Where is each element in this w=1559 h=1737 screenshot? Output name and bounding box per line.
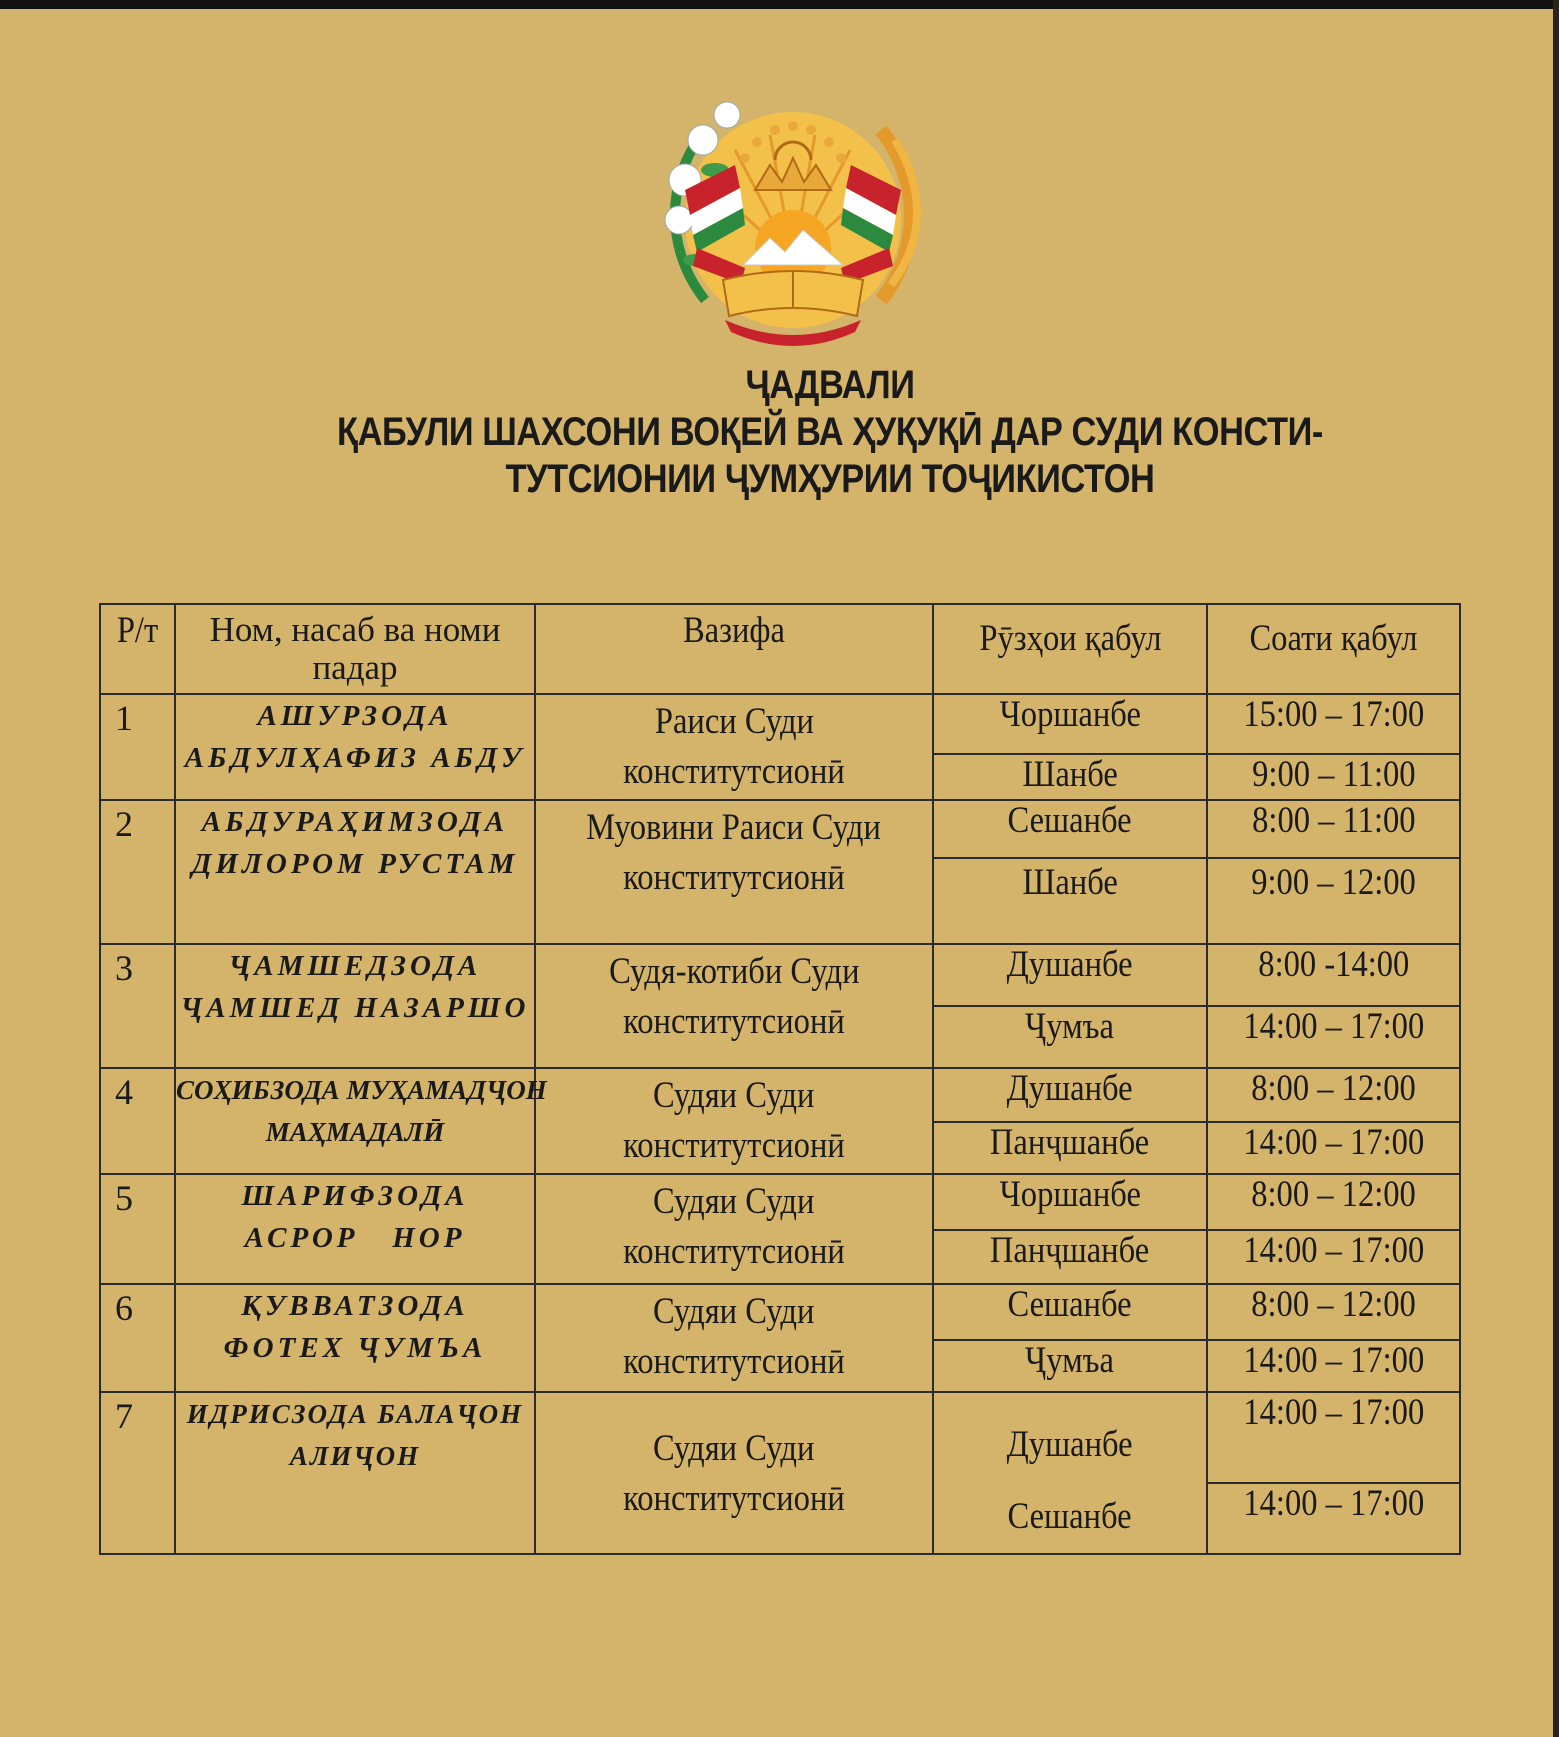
reception-time: 9:00 – 11:00 — [1207, 754, 1460, 800]
reception-time: 9:00 – 12:00 — [1207, 858, 1460, 944]
reception-day: Ҷумъа — [933, 1340, 1207, 1392]
reception-day: Чоршанбе — [933, 1174, 1207, 1230]
person-name: ҚУВВАТЗОДА ФОТЕХ ҶУМЪА — [175, 1284, 535, 1392]
heading-line-2: ҚАБУЛИ ШАХСОНИ ВОҚЕЙ ВА ҲУҚУҚӢ ДАР СУДИ КОНСТИ- — [337, 410, 1323, 454]
row-number: 2 — [100, 800, 175, 944]
table-row — [100, 694, 1460, 754]
reception-time: 14:00 – 17:00 — [1207, 1230, 1460, 1284]
person-position: Судяи Суди конститутсионӣ — [535, 1284, 933, 1392]
right-border — [1553, 0, 1559, 1737]
header-name: Ном, насаб ва номи падар — [175, 604, 535, 694]
reception-time: 14:00 – 17:00 — [1207, 1483, 1460, 1554]
reception-day: Шанбе — [933, 754, 1207, 800]
state-emblem-icon — [645, 70, 940, 350]
document-heading — [250, 362, 1410, 503]
person-position: Муовини Раиси Суди конститутсионӣ — [535, 800, 933, 944]
table-header-row — [100, 604, 1460, 694]
reception-day: Сешанбе — [933, 1284, 1207, 1340]
row-number: 3 — [100, 944, 175, 1068]
row-number: 7 — [100, 1392, 175, 1554]
person-position: Раиси Суди конститутсионӣ — [535, 694, 933, 800]
row-number: 5 — [100, 1174, 175, 1284]
person-position: Судяи Суди конститутсионӣ — [535, 1068, 933, 1174]
reception-time: 14:00 – 17:00 — [1207, 1122, 1460, 1174]
reception-time: 14:00 – 17:00 — [1207, 1392, 1460, 1483]
reception-day: Панҷшанбе — [933, 1122, 1207, 1174]
reception-day: Ҷумъа — [933, 1006, 1207, 1068]
header-position: Вазифа — [535, 604, 933, 694]
reception-time: 8:00 – 12:00 — [1207, 1068, 1460, 1122]
row-number: 6 — [100, 1284, 175, 1392]
reception-time: 14:00 – 17:00 — [1207, 1340, 1460, 1392]
person-name: ҶАМШЕДЗОДА ҶАМШЕД НАЗАРШО — [175, 944, 535, 1068]
person-name: ИДРИСЗОДА БАЛАҶОН АЛИҶОН — [175, 1392, 535, 1554]
reception-day: Панҷшанбе — [933, 1230, 1207, 1284]
heading-line-3: ТУТСИОНИИ ҶУМҲУРИИ ТОҶИКИСТОН — [505, 457, 1155, 501]
reception-day: Душанбе — [1006, 1424, 1134, 1465]
reception-days-cell — [933, 1392, 1207, 1554]
row-number: 4 — [100, 1068, 175, 1174]
header-hours: Соати қабул — [1207, 604, 1460, 694]
person-position: Судя-котиби Суди конститутсионӣ — [535, 944, 933, 1068]
table-row — [100, 800, 1460, 858]
person-name: СОҲИБЗОДА МУҲАМАДҶОН МАҲМАДАЛӢ — [175, 1068, 535, 1174]
person-position: Судяи Суди конститутсионӣ — [535, 1392, 933, 1554]
reception-time: 8:00 -14:00 — [1207, 944, 1460, 1006]
reception-day: Душанбе — [933, 944, 1207, 1006]
person-name: АБДУРАҲИМЗОДА ДИЛОРОМ РУСТАМ — [175, 800, 535, 944]
reception-day: Сешанбе — [1007, 1496, 1133, 1537]
person-position: Судяи Суди конститутсионӣ — [535, 1174, 933, 1284]
row-number: 1 — [100, 694, 175, 800]
reception-day: Чоршанбе — [933, 694, 1207, 754]
reception-day: Душанбе — [933, 1068, 1207, 1122]
header-days: Рӯзҳои қабул — [933, 604, 1207, 694]
person-name: АШУРЗОДА АБДУЛҲАФИЗ АБДУ — [175, 694, 535, 800]
person-name: ШАРИФЗОДА АСРОР НОР — [175, 1174, 535, 1284]
top-border — [0, 0, 1559, 9]
reception-time: 8:00 – 12:00 — [1207, 1174, 1460, 1230]
reception-time: 8:00 – 11:00 — [1207, 800, 1460, 858]
reception-time: 14:00 – 17:00 — [1207, 1006, 1460, 1068]
heading-line-1: ҶАДВАЛИ — [745, 363, 915, 407]
table-row — [100, 1068, 1460, 1122]
reception-time: 8:00 – 12:00 — [1207, 1284, 1460, 1340]
table-row — [100, 1174, 1460, 1230]
reception-day: Шанбе — [933, 858, 1207, 944]
reception-schedule-table — [99, 603, 1461, 1555]
header-num: Р/т — [100, 604, 175, 694]
table-row — [100, 1392, 1460, 1483]
reception-day: Сешанбе — [933, 800, 1207, 858]
reception-time: 15:00 – 17:00 — [1207, 694, 1460, 754]
table-row — [100, 944, 1460, 1006]
table-row — [100, 1284, 1460, 1340]
